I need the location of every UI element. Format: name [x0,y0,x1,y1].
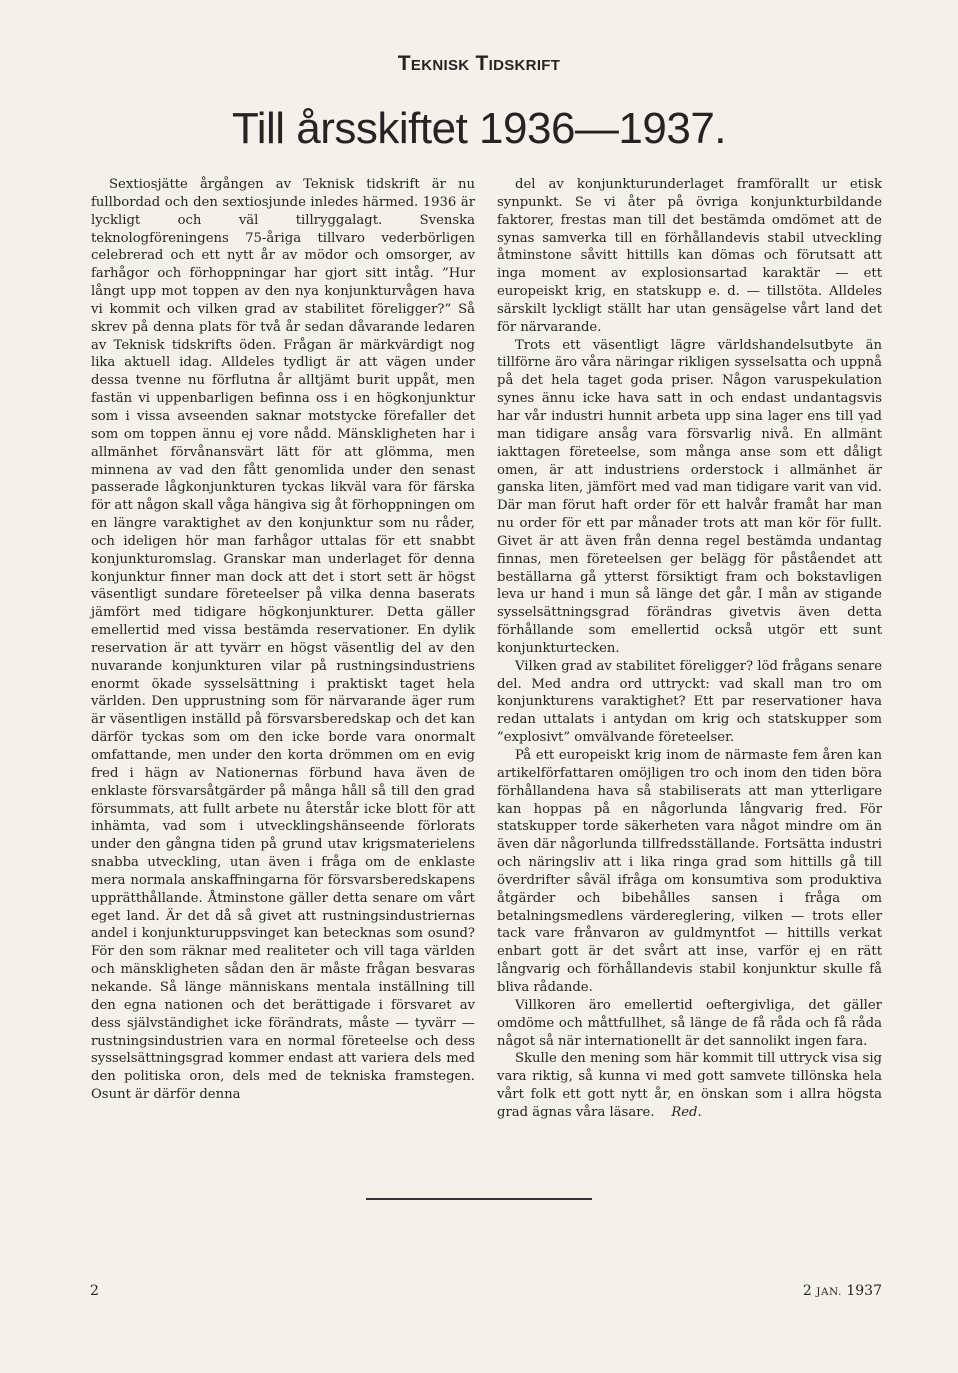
date-year: 1937 [846,1283,882,1299]
page-number: 2 [90,1283,99,1299]
end-rule [366,1198,592,1200]
masthead: Teknisk Tidskrift [397,52,561,75]
article-title: Till årsskiftet 1936—1937. [231,104,727,153]
date-day: 2 [802,1283,812,1299]
left-paragraph-1: Sextiosjätte årgången av Teknisk tidskrift är nu fullbordad och den sextiosjunde inledes härmed. 1936 är lyckligt och väl tillryggalagt. Svenska teknologföreningens 75-åriga tillvaro vederbörligen celebrerad och ett nytt år av mödor och omsorger, av farhågor och förhoppningar har gjort sitt intåg. ”Hur långt upp mot toppen av den nya konjunkturvågen hava vi kommit och vilken grad av stabilitet föreligger?” Så skrev på denna plats för två år sedan dåvarande ledaren av Teknisk tidskrifts öden. Frågan är märkvärdigt nog lika aktuell idag. Alldeles tydligt är att vägen under dessa tvenne nu förflutna år alltjämt burit uppåt, men fastän vi uppenbarligen befinna oss i en högkonjunktur som i vissa avseenden saknar motstycke förefaller det som om toppen ännu ej vore nådd. Mänskligheten har i allmänhet förvånansvärt lätt för att glömma, men minnena av vad den fått genomlida under den senast passerade lågkonjunkturen tyckas likväl vara för färska för att någon skall våga hängiva sig åt förhoppningen om en längre varaktighet av den konjunktur som nu råder, och ideligen hör man farhågor uttalas för ett snabbt konjunkturomslag. Granskar man underlaget för denna konjunktur finner man dock att det i stort sett är högst väsentligt sundare företeelser på vilka denna baserats jämfört med tidigare högkonjunkturer. Detta gäller emellertid med vissa bestämda reservationer. En dylik reservation är att tyvärr en högst väsentlig del av den nuvarande konjunkturen vilar på rustningsindustriens enormt ökade sysselsättning i praktiskt taget hela världen. Den upprustning som för närvarande äger rum är väsentligen inställd på försvarsberedskap och det kan därför tyckas som om den icke borde vara onormalt omfattande, men under den korta drömmen om en evig fred i hägn av Nationernas förbund hava även de enklaste försvarsåtgärder på många håll så till den grad försummats, att fullt arbete nu återstår icke blott för att inhämta, vad som i utvecklingshänseende förlorats under den gångna tiden på grund utav krigsmaterielens snabba utveckling, utan även i fråga om de enklaste mera normala anskaffningarna för försvarsberedskapens upprätthållande. Åtminstone gäller detta senare om vårt eget land. Är det då så givet att rustningsindustriernas andel i konjunkturuppsvinget kan betecknas som osund? För den som räknar med realiteter och vill taga världen och mänskligheten sådan den är måste frågan besvaras nekande. Så länge människans mentala inställning till den egna nationen och det berättigade i försvaret av dess självständighet icke förändrats, måste — tyvärr — rustningsindustrien vara en normal företeelse och dess sysselsättningsgrad kommer endast att variera dels med den politiska oron, dels med de tekniska framstegen. Osunt är därför denna [91,177,475,1103]
date-month: JAN. [816,1286,842,1298]
right-paragraph-3: Vilken grad av stabilitet föreligger? löd frågans senare del. Med andra ord uttryckt: vad skall man tro om konjunkturens varaktighet? Ett par reservationer hava redan uttalats i antydan om krig och statskupper som ”explosivt” omvälvande företeelser. [497,658,882,746]
right-paragraph-6 [497,1050,882,1121]
right-paragraph-2: Trots ett väsentligt lägre världshandelsutbyte än tillförne äro våra näringar rikligen sysselsatta och uppnå på det hela taget goda priser. Någon varuspekulation synes ännu icke hava satt in och endast undantagsvis har vår industri hunnit arbeta upp sina lager ens till v̦ad man tidigare ansåg vara försvarlig nivå. En allmänt iakttagen företeelse, som många anse som ett dåligt omen, är att industriens orderstock i allmänhet är ganska liten, jämfört med vad man tidigare varit van vid. Där man förut haft order för ett halvår framåt har man nu order för ett par månader trots att man kör för fullt. Givet är att även från denna regel bestämda undantag finnas, men företeelsen ger belägg för påståendet att beställarna gå ytterst försiktigt fram och bokstavligen leva ur hand i mun så länge det går. I mån av stigande sysselsättningsgrad förändras givetvis även detta förhållande som emellertid också utgör ett sunt konjunkturtecken. [497,337,882,656]
left-column [91,176,475,1104]
issue-date [803,1283,882,1299]
right-paragraph-1: del av konjunkturunderlaget framförallt ur etisk synpunkt. Se vi åter på övriga konjunkturbildande faktorer, frestas man till det bestämda omdömet att de synas samverka till en förhållandevis stabil utveckling åtminstone såvitt hittills kan dömas och förutsatt att inga moment av explosionsartad karaktär — ett europeiskt krig, en statskupp e. d. — tillstöta. Alldeles särskilt lyckligt ställt har utan gensägelse vårt land det för närvarande. [497,177,882,335]
right-paragraph-4: På ett europeiskt krig inom de närmaste fem åren kan artikelförfattaren omöjligen tro och inom den tiden böra förhållandena hava så stabiliserats att man ytterligare kan hoppas på en någorlunda långvarig fred. För statskupper torde säkerheten vara något mindre om än även där någorlunda tillfredsställande. Fortsätta industri och näringsliv att i lika ringa grad som hittills gå till överdrifter såväl ifråga om konsumtiva som produktiva åtgärder och bibehålles sansen i fråga om betalningsmedlens värdereglering, vilken — trots eller tack vare frånvaron av guldmyntfot — hittills verkat enbart gott är det svårt att inse, varför ej en rätt långvarig och förhållandevis stabil konjunktur skulle få bliva rådande. [497,748,882,995]
right-column [497,176,882,1122]
right-paragraph-6-text: Skulle den mening som här kommit till uttryck visa sig vara riktig, så kunna vi med gott samvete tillönska hela vårt folk ett gott nytt år, en önskan som i allra högsta grad ägnas våra läsare. [497,1051,882,1120]
right-paragraph-5: Villkoren äro emellertid oeftergivliga, det gäller omdöme och måttfullhet, så länge de få råda och få råda något så när internationellt är det sannolikt ingen fara. [497,997,882,1049]
signature: Red. [671,1104,702,1120]
